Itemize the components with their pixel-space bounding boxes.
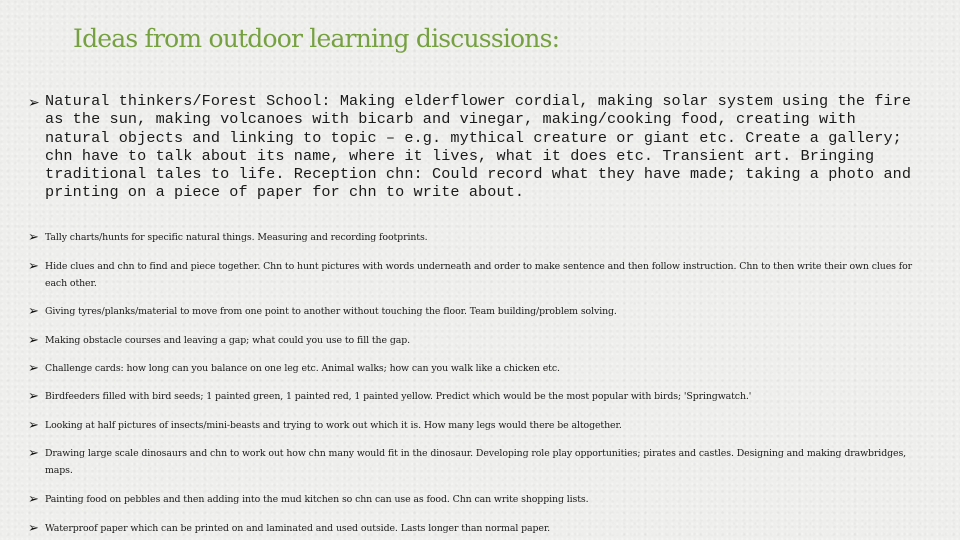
arrow-bullet-icon: ➢ [28, 259, 39, 274]
list-item [28, 303, 928, 320]
bullet-text: Challenge cards: how long can you balance on one leg etc. Animal walks; how can you walk like a chicken etc. [45, 363, 560, 374]
list-item [28, 388, 928, 405]
list-item [28, 258, 928, 292]
bullet-text: Drawing large scale dinosaurs and chn to work out how chn many would fit in the dinosaur. Developing role play opportunities; pirates and castles. Designing and making drawbridges, maps. [45, 448, 907, 476]
slide-title: Ideas from outdoor learning discussions: [73, 24, 560, 53]
list-item [28, 360, 928, 377]
bullet-text: Hide clues and chn to find and piece together. Chn to hunt pictures with words underneath and order to make sentence and then follow instruction. Chn to then write their own clues for each other. [45, 261, 913, 289]
arrow-bullet-icon: ➢ [28, 521, 39, 536]
bullet-text: Looking at half pictures of insects/mini-beasts and trying to work out which it is. How many legs would there be altogether. [45, 420, 622, 431]
arrow-bullet-icon: ➢ [28, 492, 39, 507]
bullet-text: Natural thinkers/Forest School: Making elderflower cordial, making solar system using the fire as the sun, making volcanoes with bicarb and vinegar, making/cooking food, creating with natural objects and linking to topic – e.g. mythical creature or giant etc. Create a gallery; chn have to talk about its name, where it lives, what it does etc. Transient art. Bringing traditional tales to life. Reception chn: Could record what they have made; taking a photo and printing on a piece of paper for chn to write about. [45, 92, 912, 202]
arrow-bullet-icon: ➢ [28, 304, 39, 319]
bullet-text: Waterproof paper which can be printed on and laminated and used outside. Lasts longer than normal paper. [45, 523, 551, 534]
arrow-bullet-icon: ➢ [28, 95, 40, 111]
bullet-text: Giving tyres/planks/material to move from one point to another without touching the floor. Team building/problem solving. [45, 306, 617, 317]
arrow-bullet-icon: ➢ [28, 446, 39, 461]
list-item [28, 491, 928, 508]
list-item [28, 92, 928, 202]
arrow-bullet-icon: ➢ [28, 333, 39, 348]
bullet-text: Painting food on pebbles and then adding into the mud kitchen so chn can use as food. Chn can write shopping lists. [45, 494, 589, 505]
bullet-text: Birdfeeders filled with bird seeds; 1 painted green, 1 painted red, 1 painted yellow. Predict which would be the most popular with birds; 'Springwatch.' [45, 391, 752, 402]
list-item [28, 229, 928, 246]
list-item [28, 520, 928, 537]
list-item [28, 445, 928, 479]
list-item [28, 332, 928, 349]
arrow-bullet-icon: ➢ [28, 361, 39, 376]
bullet-text: Tally charts/hunts for specific natural things. Measuring and recording footprints. [45, 232, 428, 243]
list-item [28, 417, 928, 434]
bullet-text: Making obstacle courses and leaving a gap; what could you use to fill the gap. [45, 335, 410, 346]
arrow-bullet-icon: ➢ [28, 230, 39, 245]
arrow-bullet-icon: ➢ [28, 418, 39, 433]
arrow-bullet-icon: ➢ [28, 389, 39, 404]
